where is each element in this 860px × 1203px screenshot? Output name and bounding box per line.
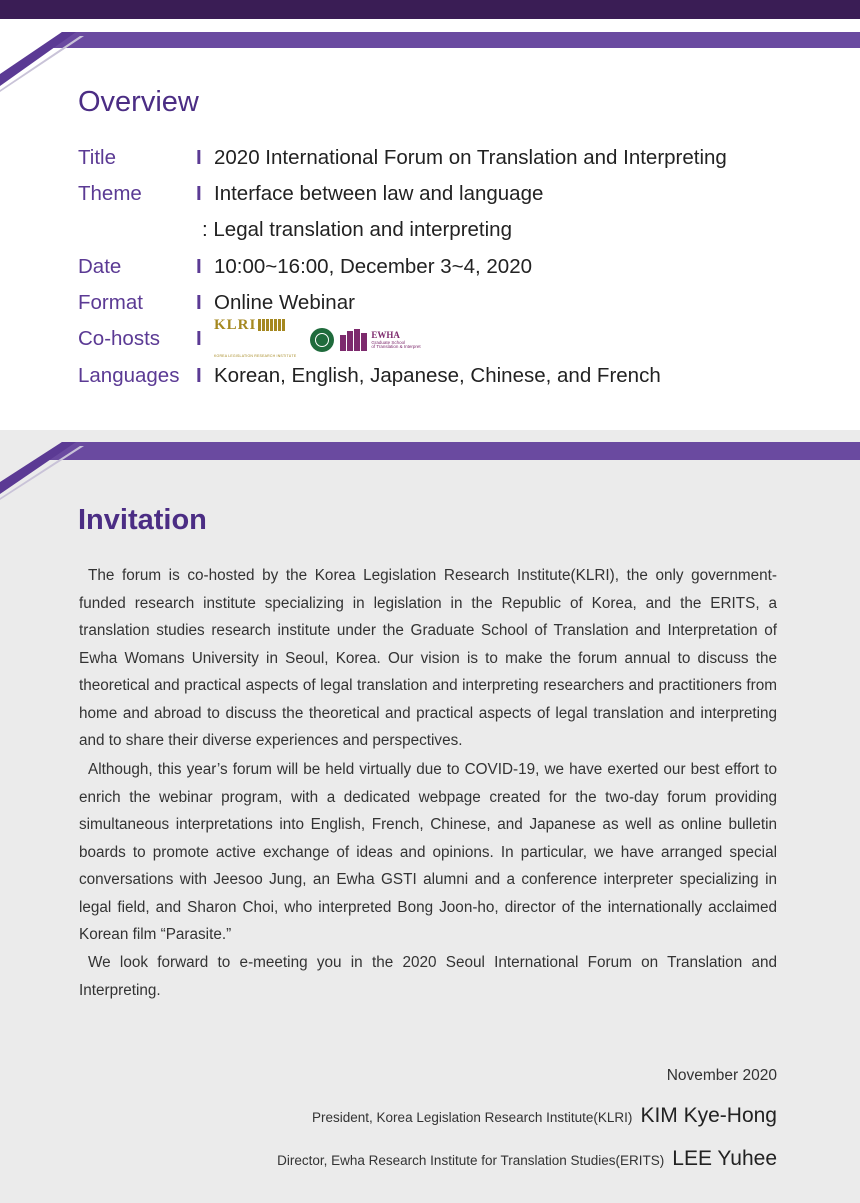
row-label: Co-hosts xyxy=(78,327,161,350)
ewha-logo xyxy=(371,331,420,350)
letter-date: November 2020 xyxy=(666,1067,777,1084)
invitation-heading: Invitation xyxy=(78,504,207,536)
ewha-logo-title: EWHA xyxy=(371,329,400,340)
row-separator: I xyxy=(196,364,202,387)
row-separator: I xyxy=(196,182,202,205)
invitation-section xyxy=(0,430,860,1203)
row-value: Online Webinar xyxy=(214,291,355,314)
ewha-logo-subtitle: Graduate School xyxy=(371,339,406,345)
invitation-paragraph: Although, this year’s forum will be held virtually due to COVID-19, we have exerted our best effort to enrich the webinar program, with a dedicated webpage created for the two-day forum providing simultaneous interpretations into English, French, Chinese, and Japanese as well as online bulletin boards to promote active exchange of ideas and opinions. In particular, we have arranged special conversations with Jeesoo Jung, an Ewha GSTI alumni and a conference interpreter specializing in legal field, and Sharon Choi, who interpreted Bong Joon-ho, director of the internationally acclaimed Korean film “Parasite.” xyxy=(79,761,777,943)
overview-section xyxy=(0,0,860,430)
row-value: : Legal translation and interpreting xyxy=(202,218,512,241)
signature-director xyxy=(277,1147,777,1171)
row-separator: I xyxy=(196,255,202,278)
row-value: 2020 International Forum on Translation and Interpreting xyxy=(214,146,727,169)
row-value: Interface between law and language xyxy=(214,182,544,205)
row-label: Date xyxy=(78,255,122,278)
invitation-paragraph: We look forward to e-meeting you in the 2020 Seoul International Forum on Translation and Interpreting. xyxy=(79,954,777,999)
klri-bars-icon xyxy=(258,319,285,331)
signature-role: Director, Ewha Research Institute for Translation Studies(ERITS) xyxy=(277,1153,665,1168)
ewha-seal-icon xyxy=(310,328,334,352)
row-label: Format xyxy=(78,291,143,314)
gsti-books-icon xyxy=(340,329,367,351)
row-label: Languages xyxy=(78,364,180,387)
row-value: 10:00~16:00, December 3~4, 2020 xyxy=(214,255,532,278)
ewha-logo-subtitle-2: of Translation & Interpret xyxy=(371,344,421,349)
overview-heading: Overview xyxy=(78,86,199,118)
signature-name: KIM Kye-Hong xyxy=(640,1104,777,1127)
row-value: Korean, English, Japanese, Chinese, and French xyxy=(214,364,661,387)
invitation-paragraph: The forum is co-hosted by the Korea Legislation Research Institute(KLRI), the only government-funded research institute specializing in legislation in the Republic of Korea, and the ERITS, a translation studies research institute under the Graduate School of Translation and Interpretation of Ewha Womans University in Seoul, Korea. Our vision is to make the forum annual to discuss the theoretical and practical aspects of legal translation and interpreting researchers and practitioners from home and abroad to discuss the theoretical and practical aspects of legal translation and interpreting and to share their diverse experiences and perspectives. xyxy=(79,567,777,749)
corner-stripe-decoration xyxy=(0,436,860,506)
row-separator: I xyxy=(196,291,202,314)
row-label: Theme xyxy=(78,182,142,205)
signature-president xyxy=(312,1104,777,1128)
klri-logo-subtitle: KOREA LEGISLATION RESEARCH INSTITUTE xyxy=(214,353,297,358)
row-label: Title xyxy=(78,146,116,169)
row-separator: I xyxy=(196,146,202,169)
klri-logo-text: KLRI xyxy=(214,316,257,333)
signature-role: President, Korea Legislation Research Institute(KLRI) xyxy=(312,1110,633,1125)
cohost-logos xyxy=(214,316,421,358)
row-separator: I xyxy=(196,327,202,350)
corner-stripe-decoration xyxy=(0,22,860,92)
signature-name: LEE Yuhee xyxy=(672,1147,777,1170)
